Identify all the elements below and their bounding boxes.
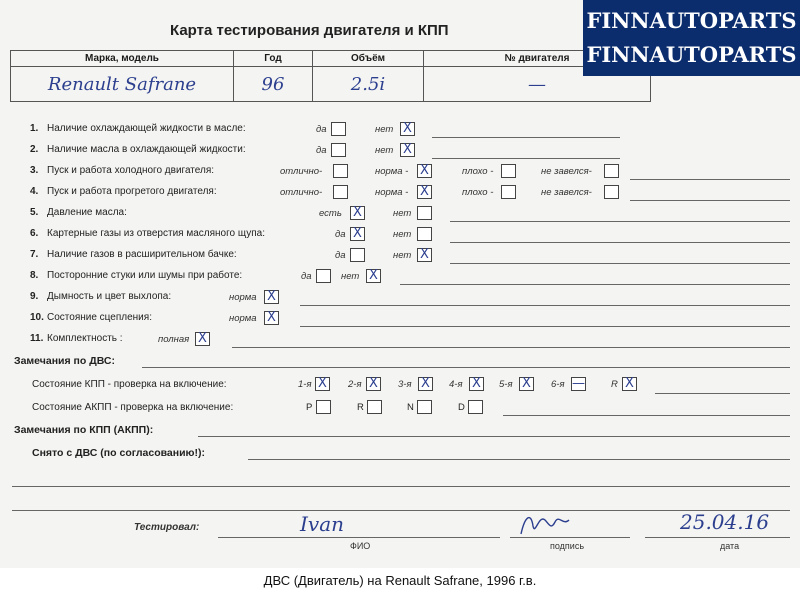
logo-line-2: FINNAUTOPARTS — [586, 42, 797, 67]
gearbox-auto-line — [503, 415, 790, 416]
option-label: отлично- — [280, 166, 323, 177]
year-value: 96 — [261, 73, 285, 95]
question-number: 1. — [30, 123, 39, 134]
gear-label: 2-я — [348, 379, 362, 390]
option-label: не завелся- — [541, 187, 592, 198]
remarks-engine-label: Замечания по ДВС: — [14, 355, 115, 367]
gear-label: 5-я — [499, 379, 513, 390]
mode-checkbox[interactable] — [417, 400, 432, 414]
col-make-header: Марка, модель — [11, 51, 234, 67]
gearbox-manual-label: Состояние КПП - проверка на включение: — [32, 379, 227, 390]
remarks-engine-line — [142, 367, 790, 368]
check-mark: X — [198, 331, 207, 346]
question-text: Давление масла: — [47, 207, 127, 218]
answer-line — [232, 347, 790, 348]
option-checkbox[interactable] — [417, 227, 432, 241]
option-label: есть — [319, 208, 342, 219]
tester-name: Ivan — [300, 512, 345, 536]
question-number: 3. — [30, 165, 39, 176]
question-number: 10. — [30, 312, 44, 323]
check-mark: X — [420, 184, 429, 199]
label-signature: подпись — [550, 541, 585, 551]
engine-no-value: — — [528, 73, 546, 95]
option-checkbox[interactable] — [417, 206, 432, 220]
answer-line — [450, 263, 790, 264]
answer-line — [630, 200, 790, 201]
check-mark: X — [625, 376, 634, 391]
answer-line — [450, 221, 790, 222]
vehicle-header-table — [10, 50, 651, 102]
answer-line — [432, 137, 620, 138]
gearbox-auto-label: Состояние АКПП - проверка на включение: — [32, 402, 234, 413]
mode-label: P — [306, 402, 313, 413]
check-mark: X — [369, 376, 378, 391]
option-label: да — [301, 271, 312, 282]
question-number: 2. — [30, 144, 39, 155]
mode-checkbox[interactable] — [316, 400, 331, 414]
check-mark: X — [318, 376, 327, 391]
mode-label: R — [357, 402, 364, 413]
question-text: Состояние сцепления: — [47, 312, 152, 323]
question-number: 6. — [30, 228, 39, 239]
gear-label: 4-я — [449, 379, 463, 390]
gear-label: R — [611, 379, 618, 390]
check-mark: X — [403, 142, 412, 157]
label-fio: ФИО — [350, 541, 371, 551]
question-number: 4. — [30, 186, 39, 197]
option-checkbox[interactable] — [316, 269, 331, 283]
question-number: 11. — [30, 333, 44, 344]
option-label: нет — [393, 208, 412, 219]
answer-line — [300, 305, 790, 306]
check-mark: X — [353, 226, 362, 241]
question-text: Пуск и работа прогретого двигателя: — [47, 186, 217, 197]
removed-line-3 — [12, 510, 790, 511]
option-checkbox[interactable] — [501, 185, 516, 199]
option-label: да — [316, 124, 327, 135]
answer-line — [300, 326, 790, 327]
check-mark: X — [420, 163, 429, 178]
option-label: плохо - — [462, 187, 494, 198]
question-number: 7. — [30, 249, 39, 260]
date-line — [645, 537, 790, 538]
remarks-gearbox-line — [198, 436, 790, 437]
question-text: Дымность и цвет выхлопа: — [47, 291, 172, 302]
tested-by-label: Тестировал: — [134, 522, 200, 533]
mode-label: N — [407, 402, 414, 413]
option-checkbox[interactable] — [604, 164, 619, 178]
question-number: 8. — [30, 270, 39, 281]
col-engine-no-header: № двигателя — [424, 51, 651, 67]
option-label: нет — [375, 124, 394, 135]
answer-line — [630, 179, 790, 180]
col-volume-header: Объём — [313, 51, 424, 67]
question-number: 5. — [30, 207, 39, 218]
option-label: норма — [229, 313, 257, 324]
label-date: дата — [720, 541, 740, 551]
check-mark: X — [472, 376, 481, 391]
question-text: Посторонние стуки или шумы при работе: — [47, 270, 243, 281]
option-label: нет — [393, 250, 412, 261]
signature-line — [510, 537, 630, 538]
mode-checkbox[interactable] — [367, 400, 382, 414]
mode-checkbox[interactable] — [468, 400, 483, 414]
option-checkbox[interactable] — [331, 143, 346, 157]
option-checkbox[interactable] — [350, 248, 365, 262]
question-number: 9. — [30, 291, 39, 302]
check-mark: X — [353, 205, 362, 220]
option-label: плохо - — [462, 166, 494, 177]
question-text: Наличие масла в охлаждающей жидкости: — [47, 144, 246, 155]
question-text: Комплектность : — [47, 333, 123, 344]
check-mark: X — [403, 121, 412, 136]
check-mark: X — [421, 376, 430, 391]
date-value: 25.04.16 — [680, 510, 770, 534]
col-year-header: Год — [234, 51, 313, 67]
option-label: да — [335, 229, 346, 240]
mode-label: D — [458, 402, 465, 413]
option-checkbox[interactable] — [331, 122, 346, 136]
check-mark: X — [369, 268, 378, 283]
answer-line — [400, 284, 790, 285]
logo-line-1: FINNAUTOPARTS — [586, 8, 797, 33]
watermark-logo — [583, 0, 800, 76]
option-label: норма - — [375, 166, 409, 177]
option-label: отлично- — [280, 187, 323, 198]
check-mark: X — [420, 247, 429, 262]
removed-line-2 — [12, 486, 790, 487]
option-label: не завелся- — [541, 166, 592, 177]
make-value: Renault Safrane — [47, 73, 197, 95]
option-label: норма - — [375, 187, 409, 198]
option-label: да — [316, 145, 327, 156]
volume-value: 2.5i — [350, 73, 386, 95]
option-checkbox[interactable] — [501, 164, 516, 178]
gear-label: 6-я — [551, 379, 565, 390]
tester-name-line — [218, 537, 500, 538]
check-mark: X — [267, 289, 276, 304]
option-checkbox[interactable] — [333, 185, 348, 199]
remarks-gearbox-label: Замечания по КПП (АКПП): — [14, 424, 154, 436]
check-mark: X — [267, 310, 276, 325]
gear-label: 3-я — [398, 379, 412, 390]
option-label: норма — [229, 292, 257, 303]
option-label: полная — [158, 334, 190, 345]
option-checkbox[interactable] — [604, 185, 619, 199]
dash-mark: — — [572, 376, 585, 391]
option-label: нет — [375, 145, 394, 156]
removed-label: Снято с ДВС (по согласованию!): — [32, 447, 206, 459]
check-mark: X — [522, 376, 531, 391]
question-text: Картерные газы из отверстия масляного щупа: — [47, 228, 265, 239]
answer-line — [450, 242, 790, 243]
removed-line-1 — [248, 459, 790, 460]
question-text: Наличие газов в расширительном бачке: — [47, 249, 237, 260]
question-text: Наличие охлаждающей жидкости в масле: — [47, 123, 246, 134]
gear-label: 1-я — [298, 379, 312, 390]
option-label: нет — [393, 229, 412, 240]
option-checkbox[interactable] — [333, 164, 348, 178]
answer-line — [432, 158, 620, 159]
photo-caption: ДВС (Двигатель) на Renault Safrane, 1996 г.в. — [263, 573, 537, 588]
gearbox-manual-line — [655, 393, 790, 394]
option-label: да — [335, 250, 346, 261]
option-label: нет — [341, 271, 360, 282]
question-text: Пуск и работа холодного двигателя: — [47, 165, 215, 176]
form-title: Карта тестирования двигателя и КПП — [170, 22, 449, 39]
